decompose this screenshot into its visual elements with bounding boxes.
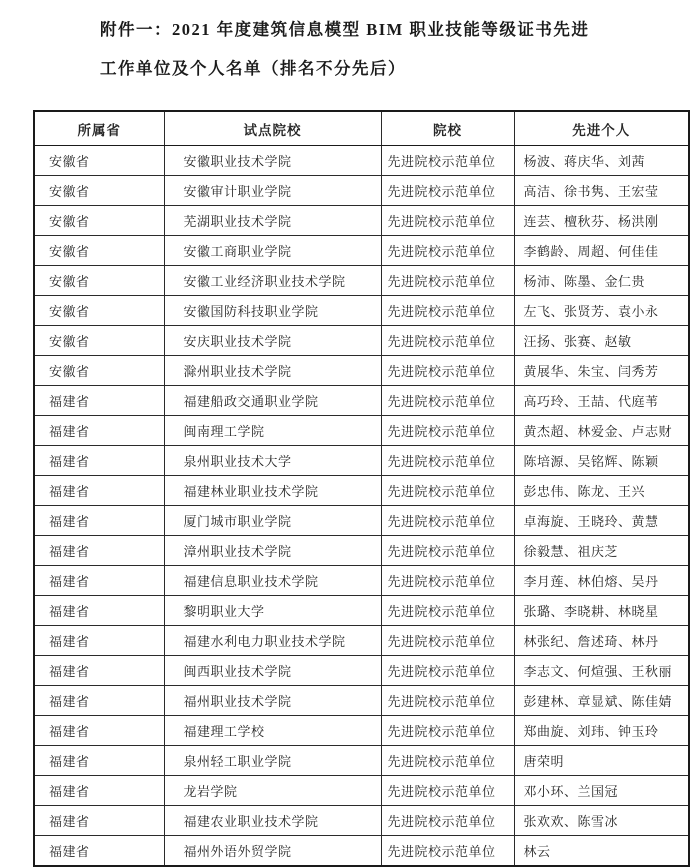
- table-row: [34, 476, 689, 506]
- province-cell: 安徽省: [34, 236, 164, 266]
- people-cell: 李月莲、林伯熔、吴丹: [514, 566, 689, 596]
- pilot-college-cell: 龙岩学院: [164, 776, 381, 806]
- table-row: [34, 686, 689, 716]
- document-title-line2: 工作单位及个人名单（排名不分先后）: [100, 59, 406, 78]
- people-cell: 黄杰超、林爱金、卢志财: [514, 416, 689, 446]
- people-cell: 卓海旋、王晓玲、黄慧: [514, 506, 689, 536]
- people-cell: 李鹤龄、周超、何佳佳: [514, 236, 689, 266]
- table-row: [34, 386, 689, 416]
- table-row: [34, 296, 689, 326]
- province-cell: 安徽省: [34, 206, 164, 236]
- province-cell: 福建省: [34, 836, 164, 867]
- pilot-college-cell: 漳州职业技术学院: [164, 536, 381, 566]
- pilot-college-cell: 安徽审计职业学院: [164, 176, 381, 206]
- award-cell: 先进院校示范单位: [381, 266, 514, 296]
- province-cell: 安徽省: [34, 176, 164, 206]
- header-province: 所属省: [34, 111, 164, 146]
- province-cell: 安徽省: [34, 146, 164, 176]
- province-cell: 福建省: [34, 716, 164, 746]
- award-cell: 先进院校示范单位: [381, 356, 514, 386]
- header-advanced-individuals: 先进个人: [514, 111, 689, 146]
- table-row: [34, 266, 689, 296]
- people-cell: 邓小环、兰国冠: [514, 776, 689, 806]
- award-cell: 先进院校示范单位: [381, 716, 514, 746]
- table-row: [34, 836, 689, 867]
- award-cell: 先进院校示范单位: [381, 476, 514, 506]
- pilot-college-cell: 安徽职业技术学院: [164, 146, 381, 176]
- people-cell: 左飞、张贤芳、袁小永: [514, 296, 689, 326]
- pilot-college-cell: 黎明职业大学: [164, 596, 381, 626]
- pilot-college-cell: 厦门城市职业学院: [164, 506, 381, 536]
- roster-table: [33, 110, 690, 867]
- award-cell: 先进院校示范单位: [381, 806, 514, 836]
- province-cell: 福建省: [34, 806, 164, 836]
- pilot-college-cell: 福建林业职业技术学院: [164, 476, 381, 506]
- pilot-college-cell: 闽南理工学院: [164, 416, 381, 446]
- award-cell: 先进院校示范单位: [381, 326, 514, 356]
- award-cell: 先进院校示范单位: [381, 626, 514, 656]
- document-title-line1: 附件一：2021 年度建筑信息模型 BIM 职业技能等级证书先进: [100, 20, 590, 39]
- table-row: [34, 746, 689, 776]
- province-cell: 福建省: [34, 386, 164, 416]
- pilot-college-cell: 福州外语外贸学院: [164, 836, 381, 867]
- pilot-college-cell: 滁州职业技术学院: [164, 356, 381, 386]
- award-cell: 先进院校示范单位: [381, 686, 514, 716]
- province-cell: 福建省: [34, 626, 164, 656]
- table-row: [34, 506, 689, 536]
- header-pilot-college: 试点院校: [164, 111, 381, 146]
- province-cell: 安徽省: [34, 326, 164, 356]
- award-cell: 先进院校示范单位: [381, 746, 514, 776]
- award-cell: 先进院校示范单位: [381, 656, 514, 686]
- province-cell: 福建省: [34, 656, 164, 686]
- table-row: [34, 776, 689, 806]
- pilot-college-cell: 泉州轻工职业学院: [164, 746, 381, 776]
- people-cell: 林云: [514, 836, 689, 867]
- pilot-college-cell: 福建理工学校: [164, 716, 381, 746]
- province-cell: 福建省: [34, 746, 164, 776]
- table-row: [34, 206, 689, 236]
- pilot-college-cell: 安庆职业技术学院: [164, 326, 381, 356]
- award-cell: 先进院校示范单位: [381, 836, 514, 867]
- province-cell: 福建省: [34, 686, 164, 716]
- people-cell: 黄展华、朱宝、闫秀芳: [514, 356, 689, 386]
- province-cell: 福建省: [34, 596, 164, 626]
- table-row: [34, 536, 689, 566]
- award-cell: 先进院校示范单位: [381, 176, 514, 206]
- table-row: [34, 146, 689, 176]
- people-cell: 汪扬、张赛、赵敏: [514, 326, 689, 356]
- table-row: [34, 356, 689, 386]
- award-cell: 先进院校示范单位: [381, 506, 514, 536]
- award-cell: 先进院校示范单位: [381, 296, 514, 326]
- province-cell: 福建省: [34, 416, 164, 446]
- award-cell: 先进院校示范单位: [381, 416, 514, 446]
- award-cell: 先进院校示范单位: [381, 236, 514, 266]
- people-cell: 林张纪、詹述琦、林丹: [514, 626, 689, 656]
- pilot-college-cell: 福建船政交通职业学院: [164, 386, 381, 416]
- award-cell: 先进院校示范单位: [381, 776, 514, 806]
- province-cell: 福建省: [34, 566, 164, 596]
- award-cell: 先进院校示范单位: [381, 146, 514, 176]
- pilot-college-cell: 福建水利电力职业技术学院: [164, 626, 381, 656]
- table-row: [34, 236, 689, 266]
- people-cell: 唐荣明: [514, 746, 689, 776]
- people-cell: 高巧玲、王喆、代庭苇: [514, 386, 689, 416]
- table-row: [34, 446, 689, 476]
- table-row: [34, 326, 689, 356]
- people-cell: 连芸、檀秋芬、杨洪刚: [514, 206, 689, 236]
- people-cell: 张欢欢、陈雪冰: [514, 806, 689, 836]
- pilot-college-cell: 泉州职业技术大学: [164, 446, 381, 476]
- province-cell: 福建省: [34, 476, 164, 506]
- people-cell: 高洁、徐书隽、王宏莹: [514, 176, 689, 206]
- award-cell: 先进院校示范单位: [381, 386, 514, 416]
- province-cell: 福建省: [34, 536, 164, 566]
- table-row: [34, 656, 689, 686]
- table-row: [34, 416, 689, 446]
- table-row: [34, 596, 689, 626]
- province-cell: 安徽省: [34, 266, 164, 296]
- pilot-college-cell: 安徽工商职业学院: [164, 236, 381, 266]
- people-cell: 彭忠伟、陈龙、王兴: [514, 476, 689, 506]
- table-row: [34, 626, 689, 656]
- province-cell: 福建省: [34, 446, 164, 476]
- table-body: [34, 146, 689, 867]
- pilot-college-cell: 闽西职业技术学院: [164, 656, 381, 686]
- people-cell: 张璐、李晓耕、林晓星: [514, 596, 689, 626]
- people-cell: 杨沛、陈墨、金仁贵: [514, 266, 689, 296]
- table-header: [34, 111, 689, 146]
- province-cell: 福建省: [34, 776, 164, 806]
- header-college-award: 院校: [381, 111, 514, 146]
- pilot-college-cell: 安徽国防科技职业学院: [164, 296, 381, 326]
- pilot-college-cell: 福建农业职业技术学院: [164, 806, 381, 836]
- pilot-college-cell: 安徽工业经济职业技术学院: [164, 266, 381, 296]
- table-row: [34, 566, 689, 596]
- table-row: [34, 176, 689, 206]
- people-cell: 李志文、何煊强、王秋丽: [514, 656, 689, 686]
- people-cell: 杨波、蒋庆华、刘茜: [514, 146, 689, 176]
- people-cell: 徐毅慧、祖庆芝: [514, 536, 689, 566]
- table-header-row: [34, 111, 689, 146]
- people-cell: 郑曲旋、刘玮、钟玉玲: [514, 716, 689, 746]
- pilot-college-cell: 福州职业技术学院: [164, 686, 381, 716]
- award-cell: 先进院校示范单位: [381, 206, 514, 236]
- table-row: [34, 716, 689, 746]
- pilot-college-cell: 芜湖职业技术学院: [164, 206, 381, 236]
- people-cell: 彭建林、章显斌、陈佳婧: [514, 686, 689, 716]
- award-cell: 先进院校示范单位: [381, 536, 514, 566]
- award-cell: 先进院校示范单位: [381, 566, 514, 596]
- province-cell: 福建省: [34, 506, 164, 536]
- award-cell: 先进院校示范单位: [381, 446, 514, 476]
- award-cell: 先进院校示范单位: [381, 596, 514, 626]
- pilot-college-cell: 福建信息职业技术学院: [164, 566, 381, 596]
- people-cell: 陈培源、吴铭辉、陈颖: [514, 446, 689, 476]
- document-title: [100, 10, 660, 88]
- province-cell: 安徽省: [34, 356, 164, 386]
- province-cell: 安徽省: [34, 296, 164, 326]
- table-row: [34, 806, 689, 836]
